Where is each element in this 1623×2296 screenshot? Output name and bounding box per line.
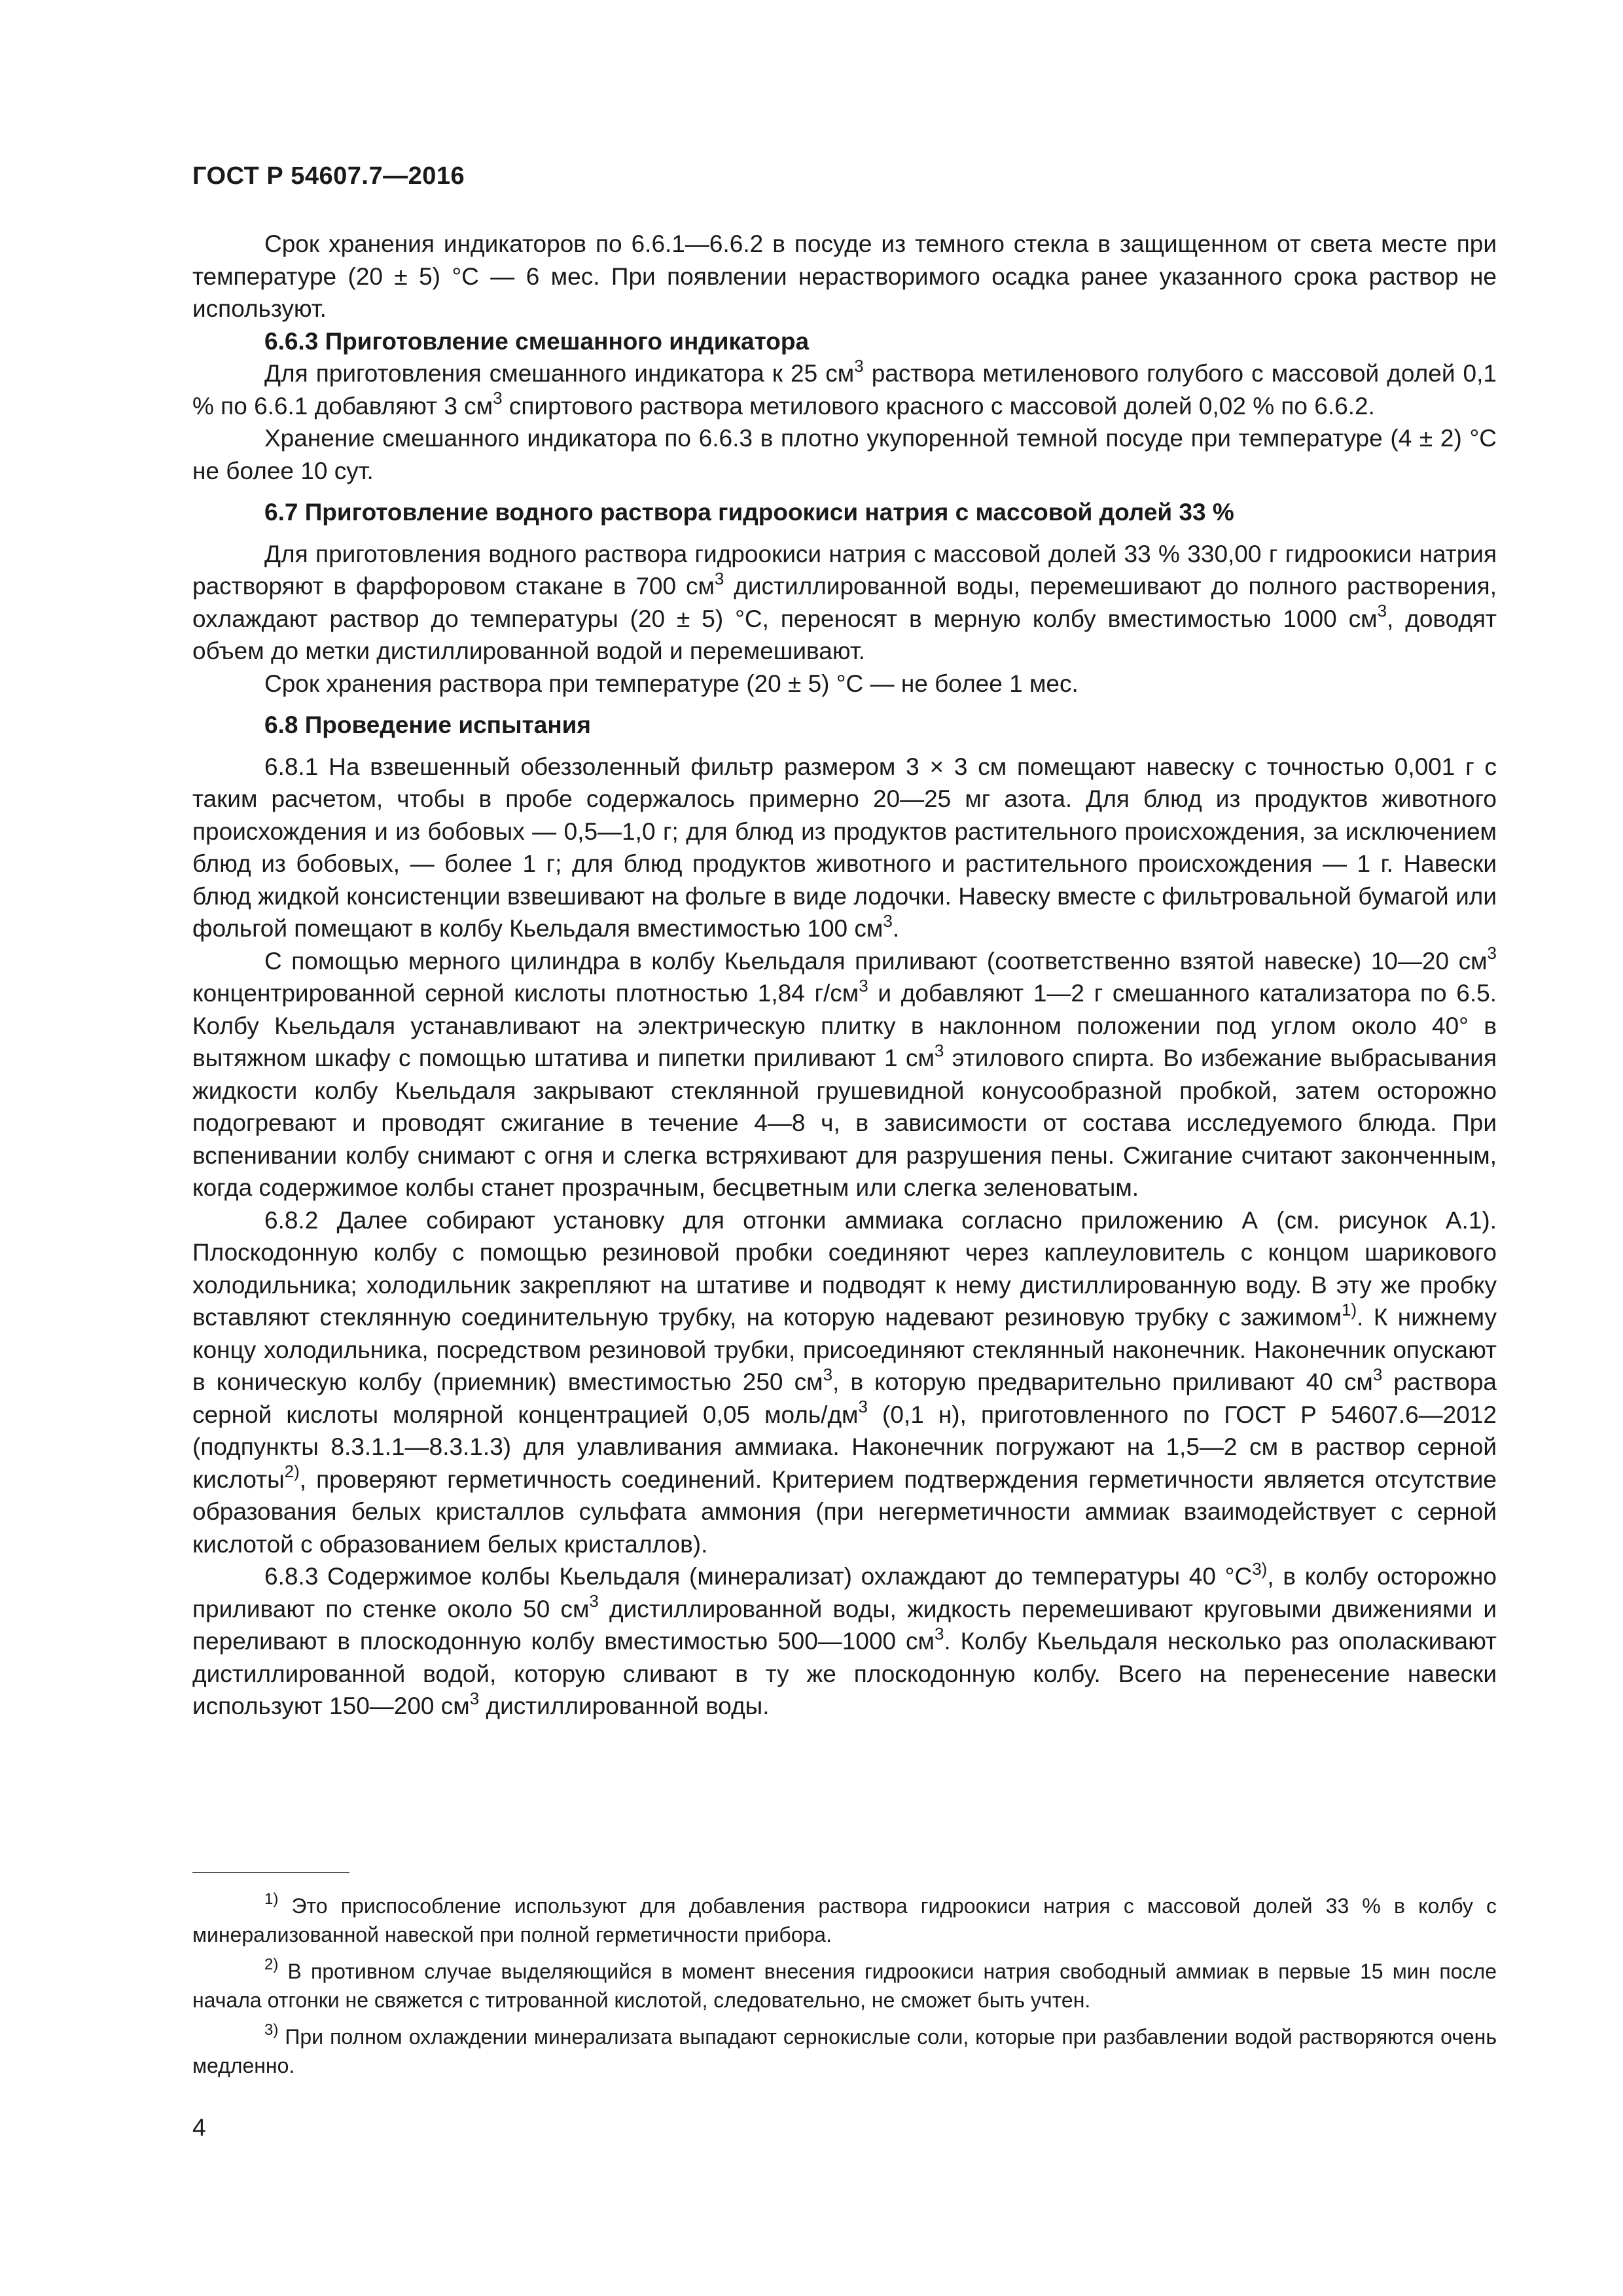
footnote-2: $^{2)}$ В противном случае выделяющийся в момент внесения гидроокиси натрия свободный аммиак в первые 15 мин после начала отгонки не свяжется с титрованной кислотой, следовательно, не сможет быть учтен. bbox=[192, 1956, 1497, 2012]
page-number: 4 bbox=[192, 2114, 206, 2141]
footnote-ref-3: 3) bbox=[1252, 1558, 1268, 1579]
paragraph-kjeldahl-digestion: С помощью мерного цилиндра в колбу Кьельдаля приливают (соответственно взятой навеске) 10—20 $см^3$ концентрированной серной кислоты плотностью 1,84 $г/см^3$ и добавляют 1—2 г смешанного катализатора по 6.5. Колбу Кьельдаля устанавливают на электрическую плитку в наклонном положении под углом около 40° в вытяжном шкафу с помощью штатива и пипетки приливают 1 $см^3$ этилового спирта. Во избежание выбрасывания жидкости колбу Кьельдаля закрывают стеклянной грушевидной конусообразной пробкой, затем осторожно подогревают и проводят сжигание в течение 4—8 ч, в зависимости от состава исследуемого блюда. При вспенивании колбу снимают с огня и слегка встряхивают для разрушения пены. Сжигание считают законченным, когда содержимое колбы станет прозрачным, бесцветным или слегка зеленоватым. bbox=[192, 943, 1497, 1201]
section-heading-6-7: 6.7 Приготовление водного раствора гидроокиси натрия с массовой долей 33 % bbox=[264, 499, 1234, 526]
document-header: ГОСТ Р 54607.7—2016 bbox=[192, 162, 465, 190]
footnote-ref-1: 1) bbox=[1342, 1299, 1357, 1319]
section-heading-6-8: 6.8 Проведение испытания bbox=[264, 711, 592, 738]
document-body bbox=[192, 228, 1497, 1723]
footnote-divider bbox=[192, 1872, 349, 1873]
footnote-1: $^{1)}$ Это приспособление используют для добавления раствора гидроокиси натрия с массовой долей 33 % в колбу с минерализованной навеской при полной герметичности прибора. bbox=[192, 1890, 1497, 1946]
paragraph-mixed-indicator-storage: Хранение смешанного индикатора по 6.6.3 в плотно укупоренной темной посуде при температуре (4 ± 2) °С не более 10 сут. bbox=[192, 425, 1497, 484]
section-heading-6-6-3: 6.6.3 Приготовление смешанного индикатора bbox=[264, 327, 810, 355]
footnote-ref-2: 2) bbox=[284, 1462, 300, 1482]
paragraph-naoh-prep: Для приготовления водного раствора гидроокиси натрия с массовой долей 33 % 330,00 г гидроокиси натрия растворяют в фарфоровом стакане в 700 $см^3$ дистиллированной воды, перемешивают до полного растворения, охлаждают раствор до температуры (20 ± 5) °С, переносят в мерную колбу вместимостью 1000 $см^3$, доводят объем до метки дистиллированной водой и перемешивают. bbox=[192, 540, 1497, 664]
paragraph-naoh-storage: Срок хранения раствора при температуре (20 ± 5) °С — не более 1 мес. bbox=[264, 670, 1079, 697]
paragraph-6-8-2: 6.8.2 Далее собирают установку для отгонки аммиака согласно приложению А (см. рисунок А.1). Плоскодонную колбу с помощью резиновой пробки соединяют через каплеуловитель с концом шарикового холодильника; холодильник закрепляют на штативе и подводят к нему дистиллированную воду. В эту же пробку вставляют стеклянную соединительную трубку, на которую надевают резиновую трубку с зажимом$^{1)}$. К нижнему концу холодильника, посредством резиновой трубки, присоединяют стеклянный наконечник. Наконечник опускают в коническую колбу (приемник) вместимостью 250 $см^3$, в которую предварительно приливают 40 $см^3$ раствора серной кислоты молярной концентрацией 0,05 моль/$дм^3$ (0,1 н), приготовленного по ГОСТ Р 54607.6—2012 (подпункты 8.3.1.1—8.3.1.3) для улавливания аммиака. Наконечник погружают на 1,5—2 см в раствор серной кислоты$^{2)}$, проверяют герметичность соединений. Критерием подтверждения герметичности является отсутствие образования белых кристаллов сульфата аммония (при негерметичности аммиак взаимодействует с серной кислотой с образованием белых кристаллов). bbox=[192, 1206, 1497, 1558]
paragraph-6-8-3: 6.8.3 Содержимое колбы Кьельдаля (минерализат) охлаждают до температуры 40 $^\circ С^{3)}$, в колбу осторожно приливают по стенке около 50 $см^3$ дистиллированной воды, жидкость перемешивают круговыми движениями и переливают в плоскодонную колбу вместимостью 500—1000 $см^3$. Колбу Кьельдаля несколько раз ополаскивают дистиллированной водой, которую сливают в ту же плоскодонную колбу. Всего на перенесение навески используют 150—200 $см^3$ дистиллированной воды. bbox=[192, 1558, 1497, 1719]
footnote-3: $^{3)}$ При полном охлаждении минерализата выпадают сернокислые соли, которые при разбавлении водой растворяются очень медленно. bbox=[192, 2021, 1497, 2077]
paragraph-6-8-1: 6.8.1 На взвешенный обеззоленный фильтр размером 3 × 3 см помещают навеску с точностью 0,001 г с таким расчетом, чтобы в пробе содержалось примерно 20—25 мг азота. Для блюд из продуктов животного происхождения и из бобовых — 0,5—1,0 г; для блюд из продуктов растительного происхождения, за исключением блюд из бобовых, — более 1 г; для блюд продуктов животного и растительного происхождения — 1 г. Навески блюд жидкой консистенции взвешивают на фольге в виде лодочки. Навеску вместе с фильтровальной бумагой или фольгой помещают в колбу Кьельдаля вместимостью 100 $см^3$. bbox=[192, 753, 1497, 942]
paragraph-storage-indicators: Срок хранения индикаторов по 6.6.1—6.6.2 в посуде из темного стекла в защищенном от света месте при температуре (20 ± 5) °С — 6 мес. При появлении нерастворимого осадка ранее указанного срока раствор не используют. bbox=[192, 230, 1497, 322]
footnotes bbox=[192, 1892, 1497, 2088]
paragraph-mixed-indicator-prep: Для приготовления смешанного индикатора к 25 $см^3$ раствора метиленового голубого с массовой долей 0,1 % по 6.6.1 добавляют 3 $см^3$ спиртового раствора метилового красного с массовой долей 0,02 % по 6.6.2. bbox=[192, 355, 1497, 420]
